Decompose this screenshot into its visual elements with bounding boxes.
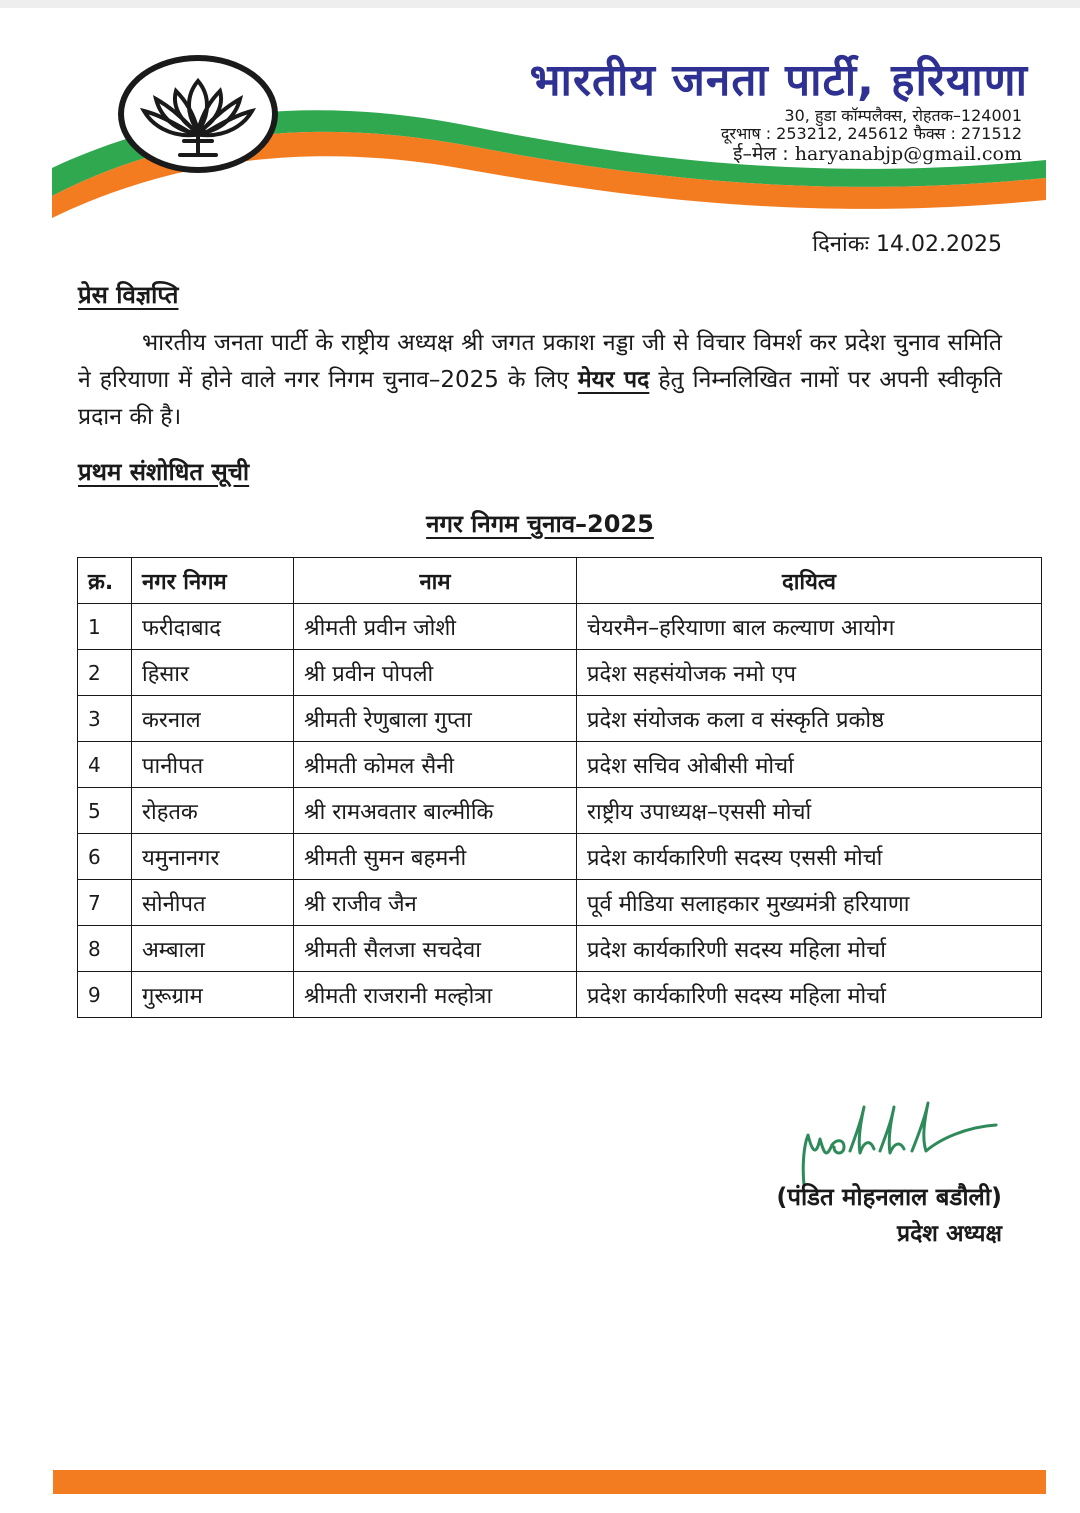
email-label: ई–मेल :: [733, 143, 789, 165]
cell-responsibility: प्रदेश संयोजक कला व संस्कृति प्रकोष्ठ: [577, 696, 1042, 742]
list-heading: प्रथम संशोधित सूची: [78, 458, 250, 486]
table-row: [78, 650, 1042, 696]
table-row: [78, 604, 1042, 650]
cell-responsibility: प्रदेश सहसंयोजक नमो एप: [577, 650, 1042, 696]
letterhead: [0, 0, 1080, 230]
email-line: [733, 140, 1022, 166]
cell-responsibility: प्रदेश कार्यकारिणी सदस्य महिला मोर्चा: [577, 926, 1042, 972]
body-paragraph: [78, 325, 1002, 436]
cell-corporation: फरीदाबाद: [132, 604, 294, 650]
cell-corporation: सोनीपत: [132, 880, 294, 926]
lotus-icon: [124, 61, 272, 167]
mayor-post-highlight: मेयर पद: [577, 367, 650, 393]
cell-serial: 7: [78, 880, 132, 926]
cell-name: श्रीमती प्रवीन जोशी: [294, 604, 577, 650]
body-text-2: हेतु निम्नलिखित नामों पर अपनी स्वीकृति प्रदान की है।: [78, 367, 1003, 430]
header-name: नाम: [294, 558, 577, 604]
cell-serial: 1: [78, 604, 132, 650]
table-row: [78, 788, 1042, 834]
table-row: [78, 834, 1042, 880]
mayor-candidates-table: [77, 557, 1042, 1018]
cell-name: श्री रामअवतार बाल्मीकि: [294, 788, 577, 834]
party-name: भारतीय जनता पार्टी, हरियाणा: [529, 55, 1028, 106]
press-release-heading: प्रेस विज्ञप्ति: [78, 281, 179, 309]
table-row: [78, 972, 1042, 1018]
cell-serial: 8: [78, 926, 132, 972]
signer-designation: प्रदेश अध्यक्ष: [897, 1221, 1002, 1247]
table-row: [78, 880, 1042, 926]
cell-corporation: पानीपत: [132, 742, 294, 788]
table-title-text: नगर निगम चुनाव–2025: [426, 510, 654, 538]
cell-name: श्री प्रवीन पोपली: [294, 650, 577, 696]
table-row: [78, 696, 1042, 742]
cell-responsibility: प्रदेश कार्यकारिणी सदस्य महिला मोर्चा: [577, 972, 1042, 1018]
cell-corporation: करनाल: [132, 696, 294, 742]
cell-corporation: गुरूग्राम: [132, 972, 294, 1018]
table-row: [78, 926, 1042, 972]
cell-serial: 6: [78, 834, 132, 880]
cell-corporation: यमुनानगर: [132, 834, 294, 880]
footer-bar: [53, 1470, 1046, 1494]
header-responsibility: दायित्व: [577, 558, 1042, 604]
cell-responsibility: राष्ट्रीय उपाध्यक्ष–एससी मोर्चा: [577, 788, 1042, 834]
cell-responsibility: प्रदेश सचिव ओबीसी मोर्चा: [577, 742, 1042, 788]
cell-corporation: रोहतक: [132, 788, 294, 834]
cell-serial: 5: [78, 788, 132, 834]
body-text-1: भारतीय जनता पार्टी के राष्ट्रीय अध्यक्ष श्री जगत प्रकाश नड्डा जी से विचार विमर्श कर प्रदेश चुनाव समिति ने हरियाणा में होने वाले नगर निगम चुनाव–2025 के लिए: [78, 330, 1002, 393]
signer-name: (पंडित मोहनलाल बडौली): [776, 1183, 1002, 1211]
cell-responsibility: पूर्व मीडिया सलाहकार मुख्यमंत्री हरियाणा: [577, 880, 1042, 926]
cell-serial: 2: [78, 650, 132, 696]
cell-name: श्रीमती सैलजा सचदेवा: [294, 926, 577, 972]
lotus-logo: [118, 55, 278, 173]
cell-name: श्रीमती राजरानी मल्होत्रा: [294, 972, 577, 1018]
cell-corporation: हिसार: [132, 650, 294, 696]
header-serial: क्र.: [78, 558, 132, 604]
phone-fax-line: दूरभाष : 253212, 245612 फैक्स : 271512: [720, 124, 1022, 143]
email-link[interactable]: haryanabjp@gmail.com: [794, 143, 1022, 165]
cell-serial: 9: [78, 972, 132, 1018]
table-header-row: [78, 558, 1042, 604]
cell-serial: 4: [78, 742, 132, 788]
cell-name: श्रीमती रेणुबाला गुप्ता: [294, 696, 577, 742]
cell-corporation: अम्बाला: [132, 926, 294, 972]
table-row: [78, 742, 1042, 788]
cell-serial: 3: [78, 696, 132, 742]
cell-responsibility: प्रदेश कार्यकारिणी सदस्य एससी मोर्चा: [577, 834, 1042, 880]
date-line: दिनांकः 14.02.2025: [812, 232, 1002, 257]
address-line: 30, हुडा कॉम्पलैक्स, रोहतक–124001: [784, 106, 1022, 125]
cell-name: श्रीमती सुमन बहमनी: [294, 834, 577, 880]
table-title: [0, 507, 1080, 540]
cell-responsibility: चेयरमैन–हरियाणा बाल कल्याण आयोग: [577, 604, 1042, 650]
cell-name: श्री राजीव जैन: [294, 880, 577, 926]
header-corporation: नगर निगम: [132, 558, 294, 604]
cell-name: श्रीमती कोमल सैनी: [294, 742, 577, 788]
